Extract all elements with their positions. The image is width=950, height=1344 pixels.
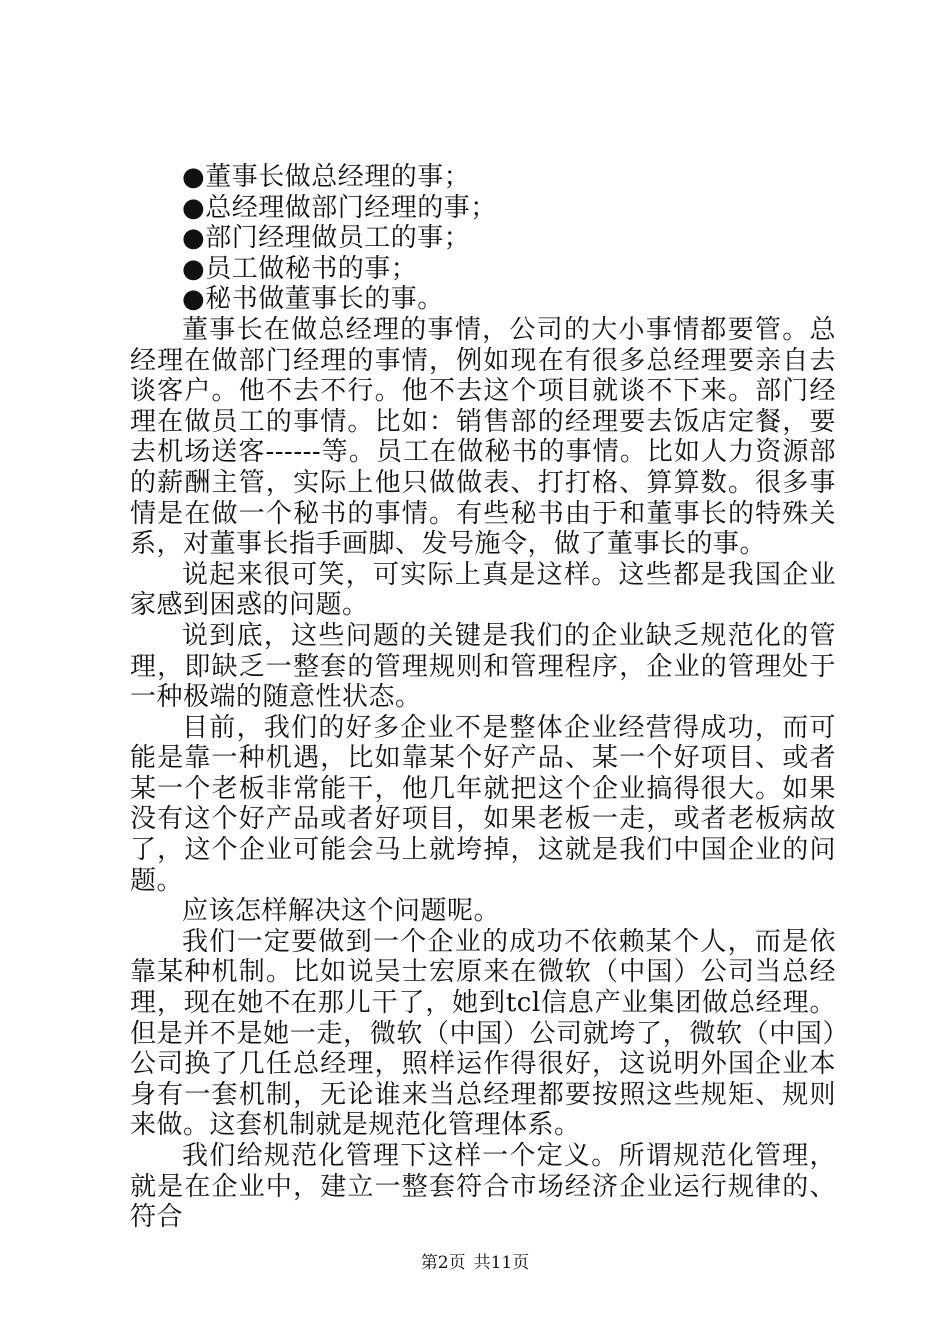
bullet-text: 董事长做总经理的事； [205,162,471,192]
document-body [130,162,836,1233]
bullet-dot-icon: ● [182,192,206,223]
bullet-item [130,223,836,254]
bullet-item [130,162,836,193]
bullet-dot-icon: ● [182,284,206,315]
bullet-item [130,193,836,224]
bullet-dot-icon: ● [182,253,206,284]
paragraph: 应该怎样解决这个问题呢。 [182,896,501,927]
bullet-text: 秘书做董事长的事。 [205,284,444,315]
bullet-text: 员工做秘书的事； [205,253,418,284]
page-number: 第2页 [420,1253,466,1273]
bullet-list [130,162,836,315]
paragraph: 我们给规范化管理下这样一个定义。所谓规范化管理，就是在企业中，建立一整套符合市场经济企业运行规律的、符合 [130,1141,836,1233]
page-footer [0,1248,950,1273]
paragraph: 董事长在做总经理的事情，公司的大小事情都要管。总经理在做部门经理的事情，例如现在有很多总经理要亲自去谈客户。他不去不行。他不去这个项目就谈不下来。部门经理在做员工的事情。比如：销售部的经理要去饭店定餐，要去机场送客------等。员工在做秘书的事情。比如人力资源部的薪酬主管，实际上他只做做表、打打格、算算数。很多事情是在做一个秘书的事情。有些秘书由于和董事长的特殊关系，对董事长指手画脚、发号施令，做了董事长的事。 [130,314,836,560]
page-total: 共11页 [473,1253,530,1273]
paragraph: 说起来很可笑，可实际上真是这样。这些都是我国企业家感到困惑的问题。 [130,559,836,621]
bullet-text: 总经理做部门经理的事； [205,192,497,223]
bullet-item [130,284,836,315]
paragraph: 说到底，这些问题的关键是我们的企业缺乏规范化的管理，即缺乏一整套的管理规则和管理程序，企业的管理处于一种极端的随意性状态。 [130,620,836,713]
paragraph: 我们一定要做到一个企业的成功不依赖某个人，而是依靠某种机制。比如说吴士宏原来在微软（中国）公司当总经理，现在她不在那儿干了，她到tcl信息产业集团做总经理。但是并不是她一走，微软（中国）公司就垮了，微软（中国）公司换了几任总经理，照样运作得很好，这说明外国企业本身有一套机制，无论谁来当总经理都要按照这些规矩、规则来做。这套机制就是规范化管理体系。 [130,926,836,1141]
bullet-dot-icon: ● [182,162,206,192]
paragraph: 目前，我们的好多企业不是整体企业经营得成功，而可能是靠一种机遇，比如靠某个好产品、某一个好项目、或者某一个老板非常能干，他几年就把这个企业搞得很大。如果没有这个好产品或者好项目，如果老板一走，或者老板病故了，这个企业可能会马上就垮掉，这就是我们中国企业的问题。 [130,712,836,896]
bullet-dot-icon: ● [182,223,206,254]
bullet-item [130,254,836,285]
bullet-text: 部门经理做员工的事； [205,223,471,254]
